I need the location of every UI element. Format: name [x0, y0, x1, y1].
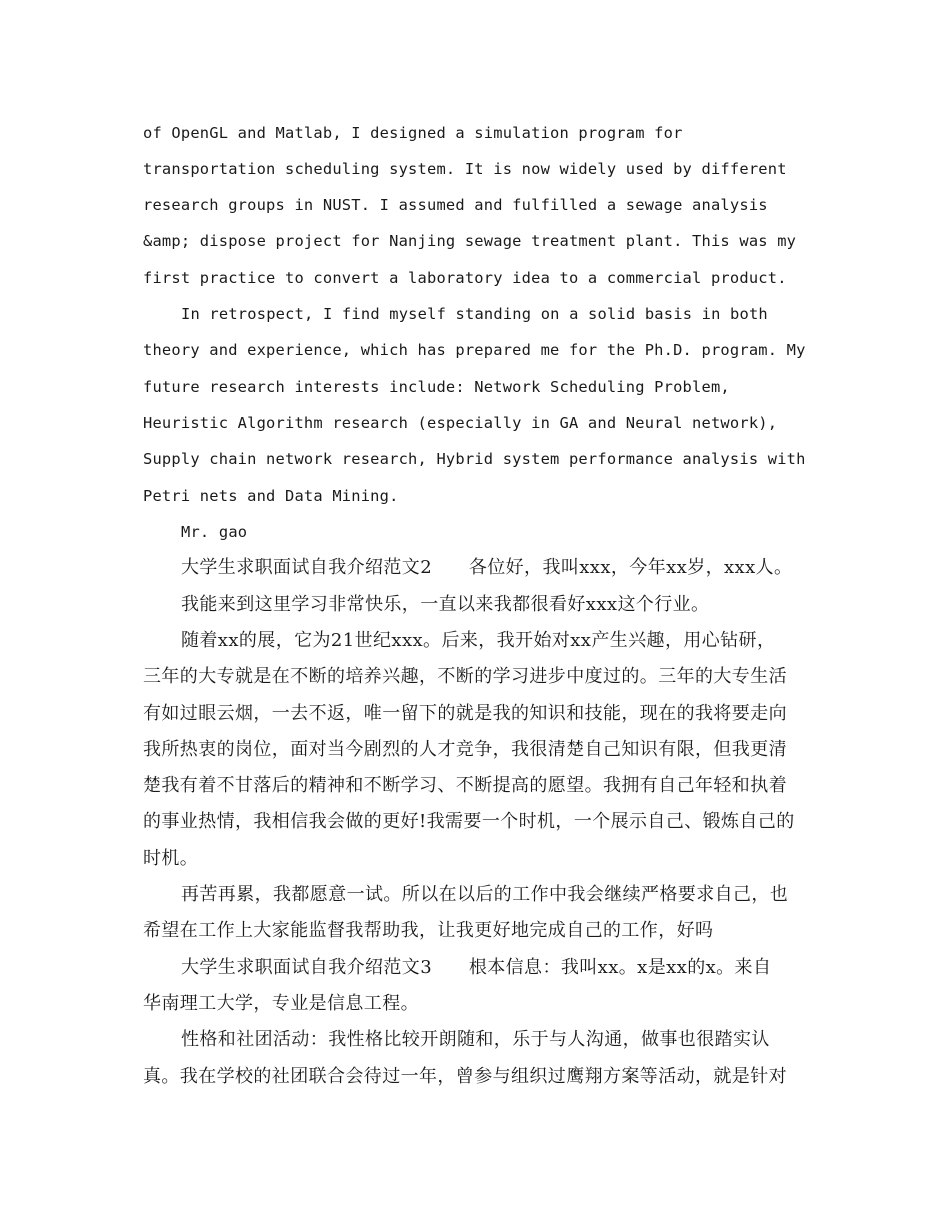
text-line: future research interests include: Network Scheduling Problem,	[143, 378, 730, 396]
text-line: 大学生求职面试自我介绍范文3 根本信息：我叫xx。x是xx的x。来自	[181, 957, 772, 978]
text-line: 随着xx的展，它为21世纪xxx。后来，我开始对xx产生兴趣，用心钻研，	[181, 630, 776, 651]
text-line: 大学生求职面试自我介绍范文2 各位好，我叫xxx，今年xx岁，xxx人。	[181, 557, 793, 578]
signature-line: Mr. gao	[181, 523, 248, 541]
text-line: theory and experience, which has prepared me for the Ph.D. program. My	[143, 341, 806, 359]
text-line: 有如过眼云烟，一去不返，唯一留下的就是我的知识和技能，现在的我将要走向	[143, 703, 787, 724]
text-line: &amp; dispose project for Nanjing sewage treatment plant. This was my	[143, 232, 797, 250]
text-line: In retrospect, I find myself standing on a solid basis in both	[181, 305, 768, 323]
text-line: 三年的大专就是在不断的培养兴趣，不断的学习进步中度过的。三年的大专生活	[143, 666, 787, 687]
text-line: 时机。	[143, 848, 199, 869]
text-line: of OpenGL and Matlab, I designed a simulation program for	[143, 124, 683, 142]
text-line: first practice to convert a laboratory idea to a commercial product.	[143, 269, 787, 287]
text-line: 我能来到这里学习非常快乐，一直以来我都很看好xxx这个行业。	[181, 594, 710, 615]
text-line: 华南理工大学，专业是信息工程。	[143, 993, 419, 1014]
text-line: research groups in NUST. I assumed and fulfilled a sewage analysis	[143, 196, 768, 214]
text-line: 真。我在学校的社团联合会待过一年，曾参与组织过鹰翔方案等活动，就是针对	[143, 1066, 787, 1087]
text-line: transportation scheduling system. It is now widely used by different	[143, 160, 787, 178]
text-line: 性格和社团活动：我性格比较开朗随和，乐于与人沟通，做事也很踏实认	[181, 1029, 770, 1050]
text-line: Heuristic Algorithm research (especially in GA and Neural network),	[143, 414, 778, 432]
text-line: Supply chain network research, Hybrid system performance analysis with	[143, 450, 806, 468]
text-line: 我所热衷的岗位，面对当今剧烈的人才竞争，我很清楚自己知识有限，但我更清	[143, 739, 787, 760]
text-line: 希望在工作上大家能监督我帮助我，让我更好地完成自己的工作，好吗	[143, 920, 714, 941]
text-line: 再苦再累，我都愿意一试。所以在以后的工作中我会继续严格要求自己，也	[181, 884, 789, 905]
text-line: 楚我有着不甘落后的精神和不断学习、不断提高的愿望。我拥有自己年轻和执着	[143, 775, 787, 796]
text-line: Petri nets and Data Mining.	[143, 487, 399, 505]
text-line: 的事业热情，我相信我会做的更好!我需要一个时机，一个展示自己、锻炼自己的	[143, 811, 795, 832]
